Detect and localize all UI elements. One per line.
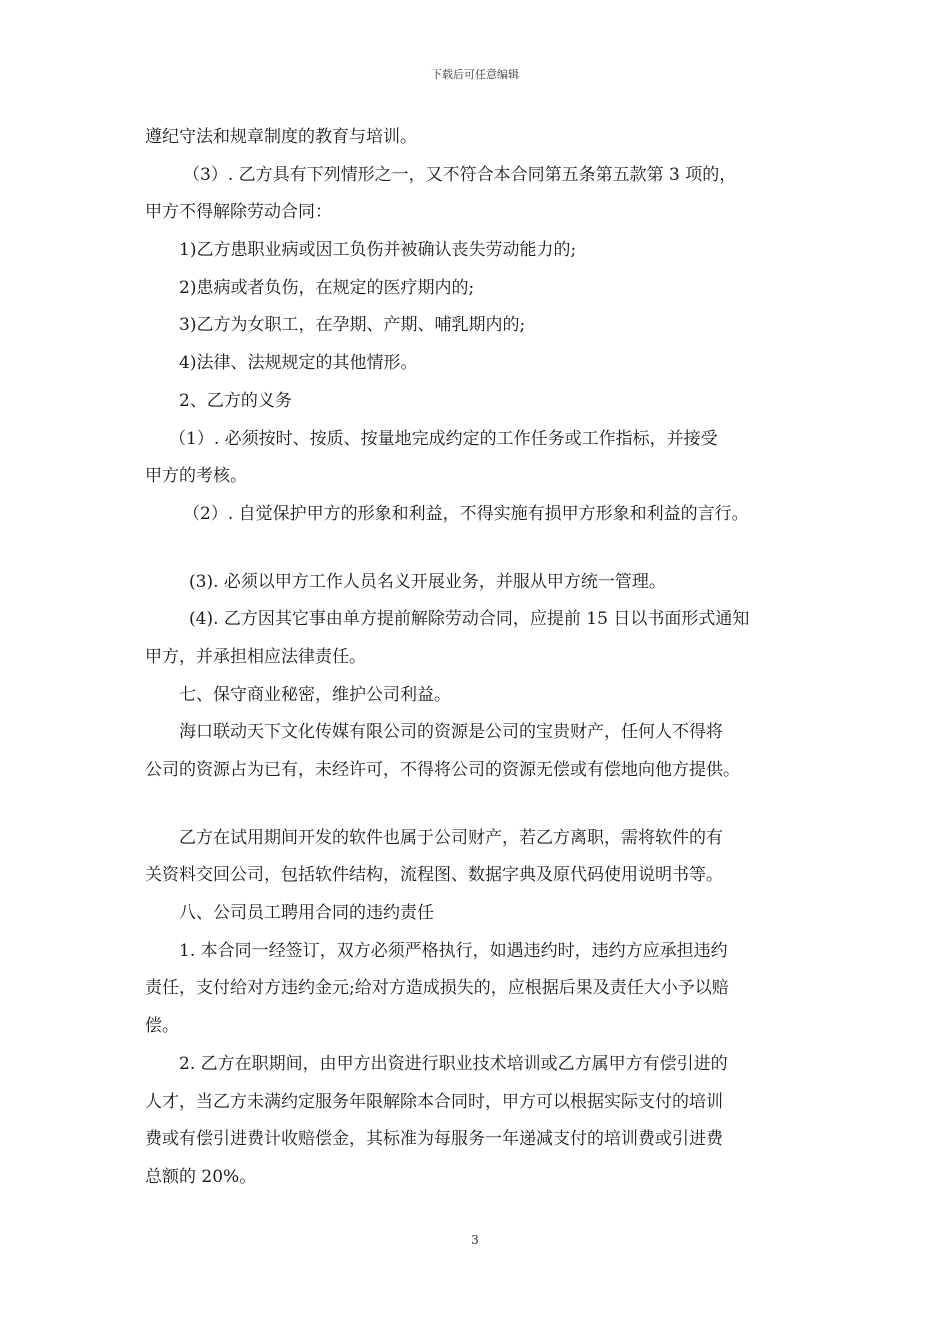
- paragraph-line: 遵纪守法和规章制度的教育与培训。: [145, 127, 417, 147]
- paragraph-line: (4). 乙方因其它事由单方提前解除劳动合同，应提前 15 日以书面形式通知: [189, 609, 750, 630]
- page-header: 下载后可任意编辑: [431, 68, 519, 81]
- paragraph-line: 1. 本合同一经签订，双方必须严格执行，如遇违约时，违约方应承担违约: [179, 940, 728, 961]
- paragraph-line: 偿。: [145, 1016, 179, 1037]
- paragraph-line: （3）. 乙方具有下列情形之一，又不符合本合同第五条第五款第 3 项的，: [183, 164, 737, 185]
- paragraph-gap: [145, 790, 825, 820]
- paragraph-line: （1）. 必须按时、按质、按量地完成约定的工作任务或工作指标，并接受: [169, 428, 718, 449]
- paragraph-line: 费或有偿引进费计收赔偿金，其标准为每服务一年递减支付的培训费或引进费: [145, 1129, 723, 1150]
- paragraph-line: 甲方的考核。: [145, 466, 247, 487]
- paragraph-line: 乙方在试用期间开发的软件也属于公司财产，若乙方离职，需将软件的有: [179, 827, 723, 848]
- section-heading: 七、保守商业秘密，维护公司利益。: [179, 684, 451, 705]
- paragraph-line: 甲方不得解除劳动合同：: [145, 202, 332, 223]
- paragraph-line: 关资料交回公司，包括软件结构，流程图、数据字典及原代码使用说明书等。: [145, 865, 723, 886]
- list-item: 3)乙方为女职工，在孕期、产期、哺乳期内的;: [179, 315, 526, 336]
- paragraph-line: 责任，支付给对方违约金元;给对方造成损失的，应根据后果及责任大小予以赔: [145, 978, 729, 999]
- paragraph-line: 甲方，并承担相应法律责任。: [145, 646, 366, 667]
- paragraph-line: 公司的资源占为已有，未经许可，不得将公司的资源无偿或有偿地向他方提供。: [145, 760, 740, 780]
- paragraph-line: （2）. 自觉保护甲方的形象和利益，不得实施有损甲方形象和利益的言行。: [183, 503, 749, 524]
- list-item: 1)乙方患职业病或因工负伤并被确认丧失劳动能力的;: [179, 240, 577, 261]
- list-item: 4)法律、法规规定的其他情形。: [179, 353, 418, 374]
- paragraph-line: 海口联动天下文化传媒有限公司的资源是公司的宝贵财产，任何人不得将: [179, 722, 723, 743]
- section-heading: 2、乙方的义务: [179, 390, 292, 411]
- document-body: [145, 119, 825, 1197]
- paragraph-line: 2. 乙方在职期间，由甲方出资进行职业技术培训或乙方属甲方有偿引进的: [179, 1053, 728, 1074]
- list-item: 2)患病或者负伤，在规定的医疗期内的;: [179, 277, 475, 298]
- paragraph-line: (3). 必须以甲方工作人员名义开展业务，并服从甲方统一管理。: [189, 571, 666, 592]
- section-heading: 八、公司员工聘用合同的违约责任: [179, 903, 434, 924]
- paragraph-line: 人才，当乙方未满约定服务年限解除本合同时，甲方可以根据实际支付的培训: [145, 1091, 723, 1112]
- page-number: 3: [471, 1233, 479, 1247]
- paragraph-gap: [145, 534, 825, 564]
- paragraph-line: 总额的 20%。: [145, 1166, 257, 1187]
